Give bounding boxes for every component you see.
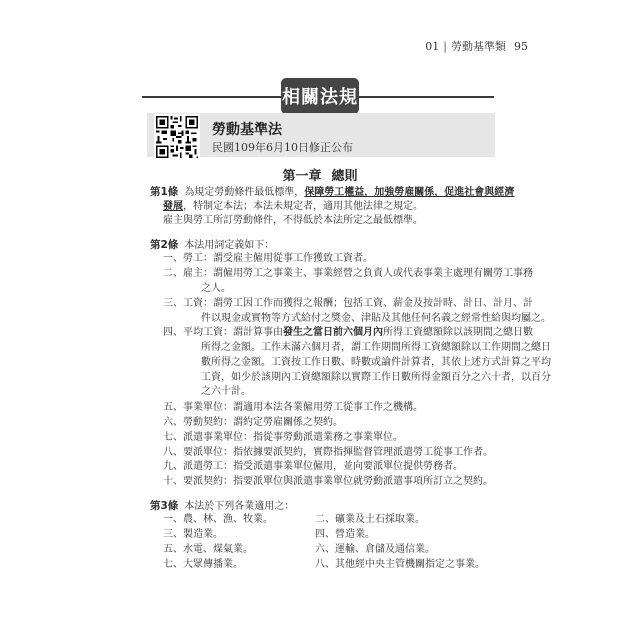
article-2-item-4-cont-2: 數所得之金額。工資按工作日數、時數或論件計算者，其依上述方式計算之平均 [201,357,551,368]
article-3-intro: 本法於下列各業適用之： [184,501,295,512]
article-2-item-4-emphasis: 發生之當日前六個月內 [283,327,383,338]
article-2-intro: 本法用詞定義如下： [184,240,275,251]
article-2-item-4-text: 四、平均工資：謂計算事由 [163,327,283,338]
article-1-text-cont: ，特制定本法；本法未規定者，適用其他法律之規定。 [183,201,423,212]
article-3-item: 四、營造業。 [315,529,375,540]
article-3-line-1 [150,500,294,513]
header-section-title: 勞動基準類 [451,40,506,53]
article-1-emphasis: 保障勞工權益，加強勞雇關係，促進社會與經濟 [304,187,515,198]
article-2-item-3: 三、工資：謂勞工因工作而獲得之報酬；包括工資、薪金及按計時、計日、計月、計 [163,298,533,309]
header-separator: | [443,40,447,53]
qr-code-icon [154,114,200,160]
article-2-item-2-cont: 之人。 [201,283,231,294]
article-3-item: 五、水電、煤氣業。 [163,544,253,555]
article-3-item: 六、運輸、倉儲及通信業。 [315,544,435,555]
article-1-emphasis-cont: 發展 [163,201,183,212]
article-2-item-6: 六、勞動契約：謂約定勞雇關係之契約。 [163,417,343,428]
article-2-label: 第2條 [150,239,179,251]
section-banner [281,78,359,114]
chapter-number: 第一章 [282,169,322,184]
article-2-item-4-text-2: 所得工資總額除以該期間之總日數 [383,327,533,338]
article-2-item-4-cont-4: 之六十計。 [201,386,251,397]
section-banner-title: 相關法規 [282,87,358,108]
article-2-item-4-cont-1: 所得之金額。工作未滿六個月者，謂工作期間所得工資總額除以工作期間之總日 [201,342,551,353]
article-3-item: 一、農、林、漁、牧業。 [163,514,273,525]
article-1-line-2 [163,201,423,213]
article-2-item-8: 八、要派單位：指依據要派契約，實際指揮監督管理派遣勞工從事工作者。 [163,447,493,458]
article-2-item-4 [163,327,533,339]
article-3-item: 七、大眾傳播業。 [163,559,243,570]
article-2-item-2: 二、雇主：謂僱用勞工之事業主、事業經營之負責人或代表事業主處理有關勞工事務 [163,268,533,279]
header-chapter-number: 01 [425,40,440,53]
article-2-item-1: 一、勞工：謂受雇主僱用從事工作獲致工資者。 [163,253,373,264]
article-2-item-3-cont: 件以現金或實物等方式給付之獎金、津貼及其他任何名義之經常性給與均屬之。 [201,313,551,324]
article-3-item: 二、礦業及土石採取業。 [315,514,425,525]
chapter-title: 總則 [331,169,358,184]
article-3-item: 八、其他經中央主管機關指定之事業。 [315,559,485,570]
page-number: 95 [514,40,528,53]
article-2-item-9: 九、派遣勞工：指受派遣事業單位僱用，並向要派單位提供勞務者。 [163,461,463,472]
article-2-item-4-cont-3: 工資，如少於該期內工資總額除以實際工作日數所得金額百分之六十者，以百分 [201,372,551,383]
article-2-item-10: 十、要派契約：指要派單位與派遣事業單位就勞動派遣事項所訂立之契約。 [163,476,493,487]
article-3-item: 三、製造業。 [163,529,223,540]
article-1-line-1 [150,186,514,199]
article-3-label: 第3條 [150,500,179,512]
article-1-label: 第1條 [150,186,179,198]
article-1-paragraph-2: 雇主與勞工所訂勞動條件，不得低於本法所定之最低標準。 [163,215,423,226]
article-2-item-5: 五、事業單位：謂適用本法各業僱用勞工從事工作之機構。 [163,402,423,413]
chapter-heading [0,165,640,184]
article-2-line-1 [150,239,274,252]
law-amendment-date: 民國109年6月10日修正公布 [212,141,353,154]
running-header [425,38,528,54]
law-name: 勞動基準法 [212,122,282,138]
article-2-item-7: 七、派遣事業單位：指從事勞動派遣業務之事業單位。 [163,432,403,443]
article-1-text: 為規定勞動條件最低標準， [184,187,305,198]
